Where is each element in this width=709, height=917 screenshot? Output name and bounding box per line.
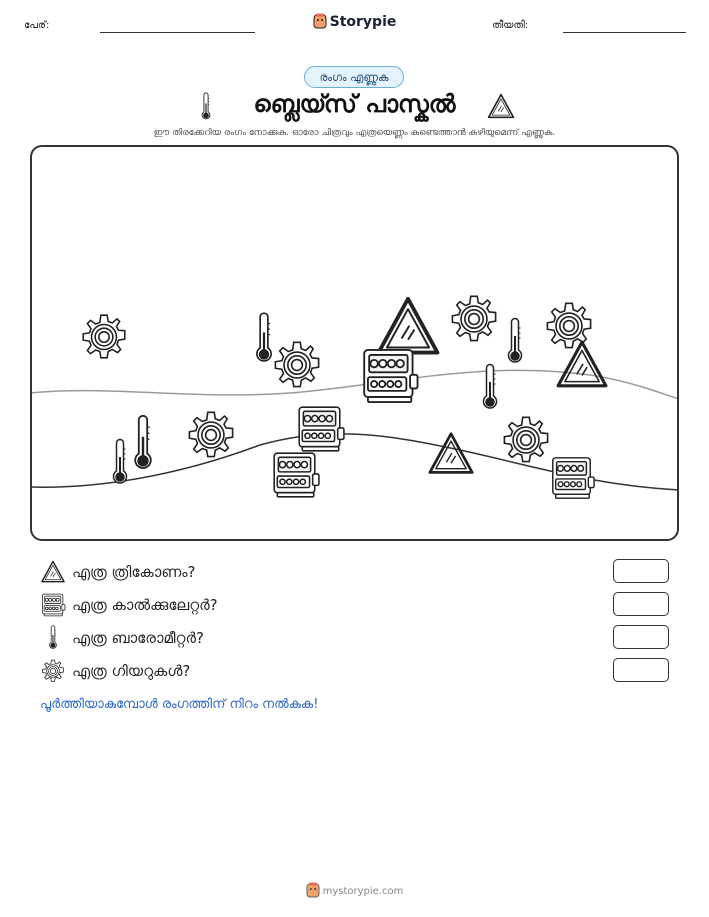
scene-drawing (30, 145, 679, 541)
brand-logo (0, 13, 709, 30)
triangle-warning-icon (379, 299, 438, 353)
calculator-icon (553, 458, 594, 498)
calculator-icon (274, 453, 319, 497)
thermometer-icon (509, 319, 522, 362)
gear-icon (452, 296, 495, 340)
question-row-triangles (40, 557, 195, 587)
date-write-line[interactable] (563, 32, 686, 33)
answer-box-triangles[interactable] (613, 559, 669, 583)
calculator-icon (299, 407, 344, 451)
calculator-icon (40, 592, 66, 618)
footer-site[interactable]: mystorypie.com (322, 886, 404, 897)
title-triangle-warning-icon (486, 93, 516, 120)
question-text: എത്ര ഗിയറുകൾ? (72, 662, 191, 680)
question-text: എത്ര ത്രികോണം? (72, 563, 196, 581)
triangle-warning-icon (40, 560, 66, 584)
storypie-logo-icon (306, 882, 320, 898)
question-row-barometers (40, 623, 204, 653)
name-label: പേര്: (24, 20, 50, 31)
question-text: എത്ര കാൽക്കുലേറ്റർ? (72, 596, 218, 614)
colour-instruction: പൂർത്തിയാകുമ്പോൾ രംഗത്തിന് നിറം നൽകുക! (40, 697, 319, 712)
triangle-warning-icon (558, 342, 606, 386)
calculator-icon (364, 350, 417, 402)
thermometer-icon (40, 625, 66, 651)
date-label: തീയതി: (492, 20, 529, 31)
gear-icon (547, 303, 590, 347)
thermometer-icon (114, 440, 127, 483)
thermometer-icon (135, 416, 151, 468)
question-text: എത്ര ബാരോമീറ്റർ? (72, 629, 204, 647)
name-write-line[interactable] (100, 32, 255, 33)
triangle-warning-icon (430, 434, 472, 473)
brand-name: Storypie (329, 14, 397, 30)
scene-panel (30, 145, 679, 541)
worksheet-tag: രംഗം എണ്ണുക (304, 66, 404, 88)
instruction-text: ഈ തിരക്കേറിയ രംഗം നോക്കുക. ഓരോ ചിത്രവും എത്രയെണ്ണം കണ്ടെത്താൻ കഴിയുമെന്ന് എണ്ണുക. (153, 128, 556, 138)
answer-box-calculators[interactable] (613, 592, 669, 616)
answer-box-gears[interactable] (613, 658, 669, 682)
gear-icon (275, 342, 318, 386)
thermometer-icon (257, 313, 271, 361)
question-row-calculators (40, 590, 218, 620)
footer (0, 882, 709, 898)
page-title: ബ്ലെയ്സ് പാസ്കൽ (253, 90, 456, 118)
gear-icon (189, 412, 232, 456)
question-row-gears (40, 656, 190, 686)
gear-icon (40, 658, 66, 684)
gear-icon (504, 417, 547, 461)
storypie-logo-icon (313, 13, 327, 29)
answer-box-barometers[interactable] (613, 625, 669, 649)
gear-icon (83, 315, 125, 358)
